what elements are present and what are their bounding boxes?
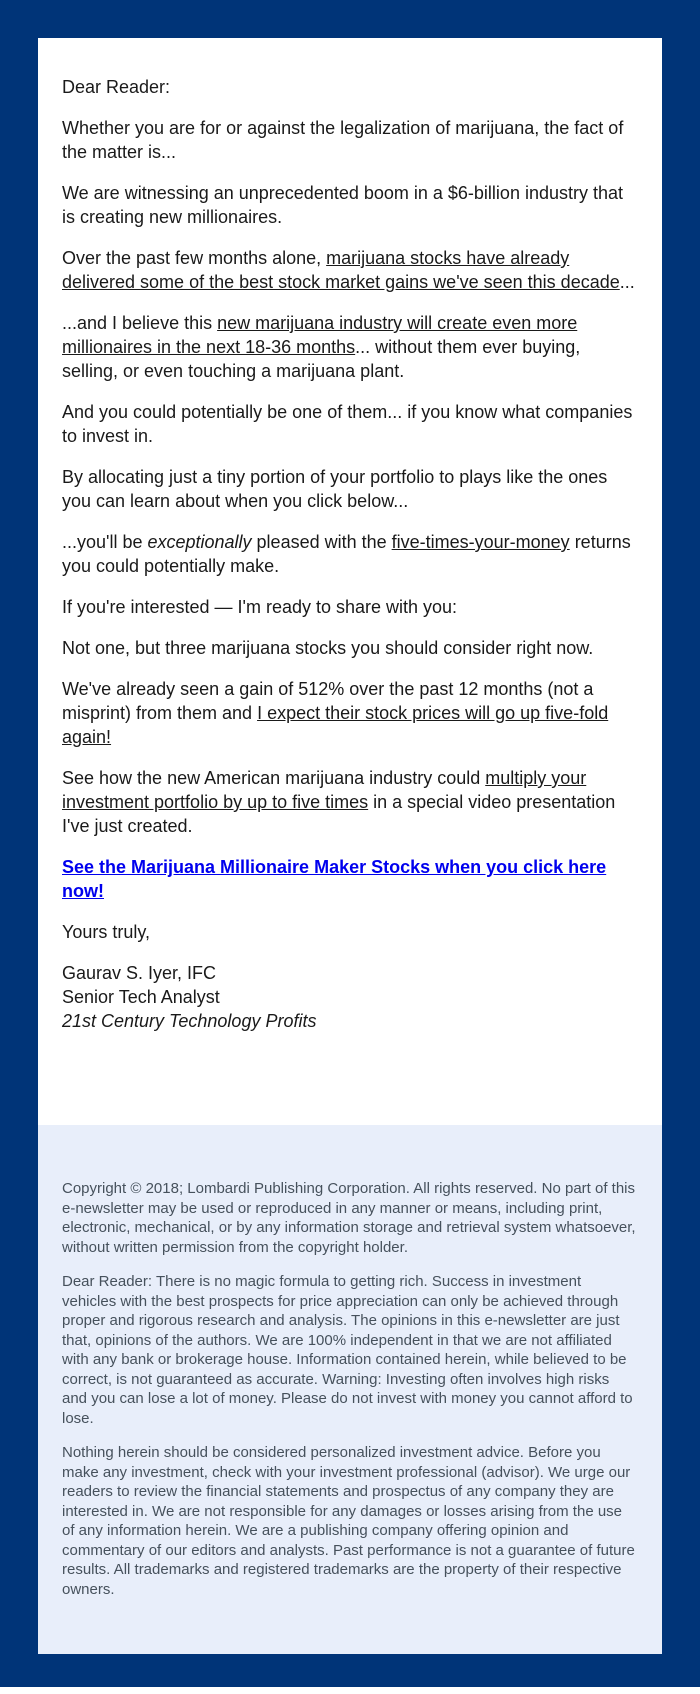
letter-paragraph: Not one, but three marijuana stocks you should consider right now. bbox=[62, 638, 594, 658]
letter-paragraph: Over the past few months alone, marijuana stocks have already delivered some of the best stock market gains we've seen this decade... bbox=[62, 248, 635, 292]
cta-paragraph bbox=[62, 855, 638, 903]
cta-link[interactable]: See the Marijuana Millionaire Maker Stocks when you click here now! bbox=[62, 857, 607, 901]
letter-paragraph: We are witnessing an unprecedented boom in a $6-billion industry that is creating new millionaires. bbox=[62, 183, 624, 227]
letter-paragraph: By allocating just a tiny portion of your portfolio to plays like the ones you can learn about when you click below... bbox=[62, 467, 608, 511]
letter-body bbox=[38, 38, 662, 1125]
signature-title: Senior Tech Analyst bbox=[62, 987, 220, 1007]
footer-paragraph: Dear Reader: There is no magic formula to getting rich. Success in investment vehicles with the best prospects for price appreciation can only be achieved through proper and rigorous research and analysis. The opinions in this e-newsletter are just that, opinions of the authors. We are 100% independent in that we are not affiliated with any bank or brokerage house. Information contained herein, while believed to be correct, is not guaranteed as accurate. Warning: Investing often involves high risks and you can lose a lot of money. Please do not invest with money you cannot afford to lose. bbox=[62, 1273, 633, 1427]
letter-paragraph: Dear Reader: bbox=[62, 77, 171, 97]
footer-paragraph: Copyright © 2018; Lombardi Publishing Corporation. All rights reserved. No part of this e-newsletter may be used or reproduced in any manner or means, including print, electronic, mechanical, or by any information storage and retrieval system whatsoever, without written permission from the copyright holder. bbox=[62, 1180, 636, 1256]
letter-paragraphs bbox=[62, 75, 638, 838]
signature-publication: 21st Century Technology Profits bbox=[62, 1011, 317, 1031]
letter-paragraph: We've already seen a gain of 512% over the past 12 months (not a misprint) from them and I expect their stock prices will go up five-fold again! bbox=[62, 679, 609, 747]
letter-paragraph: ...you'll be exceptionally pleased with the five-times-your-money returns you could potentially make. bbox=[62, 532, 631, 576]
signature-block bbox=[62, 961, 638, 1033]
email-footer bbox=[38, 1125, 662, 1654]
letter-paragraph: And you could potentially be one of them... if you know what companies to invest in. bbox=[62, 402, 633, 446]
letter-paragraph: ...and I believe this new marijuana industry will create even more millionaires in the next 18-36 months... without them ever buying, selling, or even touching a marijuana plant. bbox=[62, 313, 581, 381]
footer-paragraphs bbox=[62, 1179, 638, 1599]
signature-name: Gaurav S. Iyer, IFC bbox=[62, 963, 217, 983]
email-card bbox=[38, 38, 662, 1654]
letter-paragraph: Whether you are for or against the legalization of marijuana, the fact of the matter is... bbox=[62, 118, 624, 162]
footer-paragraph: Nothing herein should be considered personalized investment advice. Before you make any investment, check with your investment professional (advisor). We urge our readers to review the financial statements and prospectus of any company they are interested in. We are not responsible for any damages or losses arising from the use of any information herein. We are a publishing company offering opinion and commentary of our editors and analysts. Past performance is not a guarantee of future results. All trademarks and registered trademarks are the property of their respective owners. bbox=[62, 1444, 635, 1598]
closing-text: Yours truly, bbox=[62, 922, 151, 942]
letter-paragraph: If you're interested — I'm ready to share with you: bbox=[62, 597, 458, 617]
letter-paragraph: See how the new American marijuana industry could multiply your investment portfolio by up to five times in a special video presentation I've just created. bbox=[62, 768, 616, 836]
